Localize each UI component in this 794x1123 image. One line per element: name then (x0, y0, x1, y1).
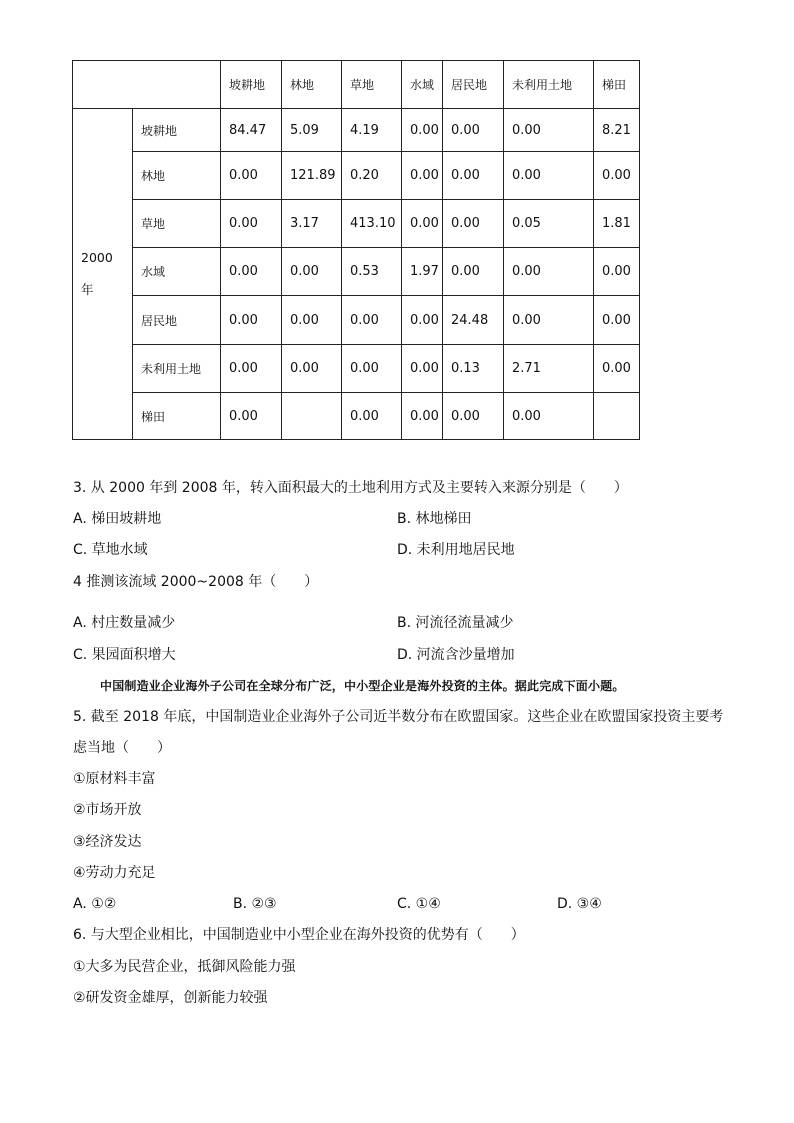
row-header: 林地 (133, 152, 221, 200)
land-transfer-matrix (72, 60, 640, 440)
table-row (73, 152, 640, 200)
table-cell: 0.13 (443, 345, 504, 393)
row-header: 未利用土地 (133, 345, 221, 393)
table-cell: 121.89 (282, 152, 342, 200)
table-cell: 5.09 (282, 109, 342, 152)
question-4-stem: 4 推测该流域 2000~2008 年（ ） (73, 574, 319, 590)
table-cell: 0.05 (504, 200, 594, 248)
row-header: 草地 (133, 200, 221, 248)
table-cell: 0.53 (342, 248, 402, 296)
table-cell: 0.00 (221, 248, 282, 296)
question-3-stem: 3. 从 2000 年到 2008 年，转入面积最大的土地利用方式及主要转入来源分别是（ ） (73, 480, 628, 496)
question-6-item-1: ①大多为民营企业，抵御风险能力强 (73, 959, 296, 975)
table-row (73, 296, 640, 345)
question-3-option-b: B. 林地梯田 (397, 511, 472, 527)
question-3-option-c: C. 草地水域 (73, 542, 148, 558)
year-value: 2000 (81, 250, 113, 265)
question-5-item-4: ④劳动力充足 (73, 865, 156, 881)
question-5-stem-line-1: 5. 截至 2018 年底，中国制造业企业海外子公司近半数分布在欧盟国家。这些企业在欧盟国家投资主要考 (73, 709, 724, 725)
question-4-option-c: C. 果园面积增大 (73, 647, 176, 663)
table-cell: 1.97 (402, 248, 443, 296)
question-4-option-d: D. 河流含沙量增加 (397, 647, 515, 663)
question-3-option-a: A. 梯田坡耕地 (73, 511, 162, 527)
col-header: 坡耕地 (221, 61, 282, 109)
question-5-option-a: A. ①② (73, 896, 117, 912)
table-cell: 0.00 (443, 200, 504, 248)
table-cell: 0.20 (342, 152, 402, 200)
table-cell: 84.47 (221, 109, 282, 152)
table-cell: 0.00 (504, 109, 594, 152)
table-cell: 0.00 (504, 393, 594, 440)
table-cell: 0.00 (221, 200, 282, 248)
table-cell: 0.00 (594, 296, 640, 345)
table-cell: 0.00 (282, 248, 342, 296)
table-row (73, 248, 640, 296)
table-cell: 0.00 (504, 248, 594, 296)
table-cell: 24.48 (443, 296, 504, 345)
table-cell: 0.00 (594, 345, 640, 393)
table-cell: 0.00 (342, 296, 402, 345)
table-cell: 0.00 (402, 345, 443, 393)
table-cell: 0.00 (594, 152, 640, 200)
table-cell: 0.00 (402, 200, 443, 248)
question-6-item-2: ②研发资金雄厚，创新能力较强 (73, 990, 268, 1006)
table-cell: 0.00 (443, 152, 504, 200)
table-cell: 0.00 (402, 296, 443, 345)
table-cell: 1.81 (594, 200, 640, 248)
col-header: 居民地 (443, 61, 504, 109)
table-cell: 0.00 (443, 109, 504, 152)
table-cell: 0.00 (221, 296, 282, 345)
corner-cell (73, 61, 221, 109)
row-header: 居民地 (133, 296, 221, 345)
table-cell: 0.00 (221, 152, 282, 200)
row-header: 水域 (133, 248, 221, 296)
table-cell (594, 393, 640, 440)
table-cell: 3.17 (282, 200, 342, 248)
col-header: 梯田 (594, 61, 640, 109)
question-4-option-a: A. 村庄数量减少 (73, 615, 176, 631)
question-5-item-2: ②市场开放 (73, 802, 142, 818)
table-cell: 4.19 (342, 109, 402, 152)
table-cell: 0.00 (443, 393, 504, 440)
col-header: 草地 (342, 61, 402, 109)
row-header: 坡耕地 (133, 109, 221, 152)
year-cell (73, 109, 133, 440)
question-6-stem: 6. 与大型企业相比，中国制造业中小型企业在海外投资的优势有（ ） (73, 927, 525, 943)
table-cell: 0.00 (402, 152, 443, 200)
table-cell: 0.00 (594, 248, 640, 296)
table-row (73, 393, 640, 440)
table-cell: 0.00 (282, 345, 342, 393)
question-5-item-3: ③经济发达 (73, 834, 142, 850)
table-cell: 0.00 (221, 393, 282, 440)
table-row (73, 345, 640, 393)
table-cell: 0.00 (443, 248, 504, 296)
question-5-item-1: ①原材料丰富 (73, 771, 156, 787)
table-cell: 8.21 (594, 109, 640, 152)
table-cell: 0.00 (342, 345, 402, 393)
table-cell: 0.00 (402, 109, 443, 152)
question-4-option-b: B. 河流径流量减少 (397, 615, 514, 631)
table-cell: 0.00 (221, 345, 282, 393)
table-cell (282, 393, 342, 440)
table-cell: 0.00 (504, 152, 594, 200)
col-header: 未利用土地 (504, 61, 594, 109)
header-row (73, 61, 640, 109)
table-cell: 0.00 (402, 393, 443, 440)
table-cell: 0.00 (342, 393, 402, 440)
col-header: 水域 (402, 61, 443, 109)
table-cell: 413.10 (342, 200, 402, 248)
question-5-option-d: D. ③④ (557, 896, 602, 912)
passage-intro: 中国制造业企业海外子公司在全球分布广泛，中小型企业是海外投资的主体。据此完成下面小题。 (100, 679, 625, 693)
table-cell: 2.71 (504, 345, 594, 393)
question-3-option-d: D. 未利用地居民地 (397, 542, 515, 558)
table-row (73, 200, 640, 248)
question-5-option-c: C. ①④ (397, 896, 441, 912)
table-row (73, 109, 640, 152)
question-5-stem-line-2: 虑当地（ ） (73, 740, 171, 756)
col-header: 林地 (282, 61, 342, 109)
table-cell: 0.00 (282, 296, 342, 345)
table-cell: 0.00 (504, 296, 594, 345)
row-header: 梯田 (133, 393, 221, 440)
year-suffix: 年 (81, 282, 94, 297)
question-5-option-b: B. ②③ (233, 896, 277, 912)
